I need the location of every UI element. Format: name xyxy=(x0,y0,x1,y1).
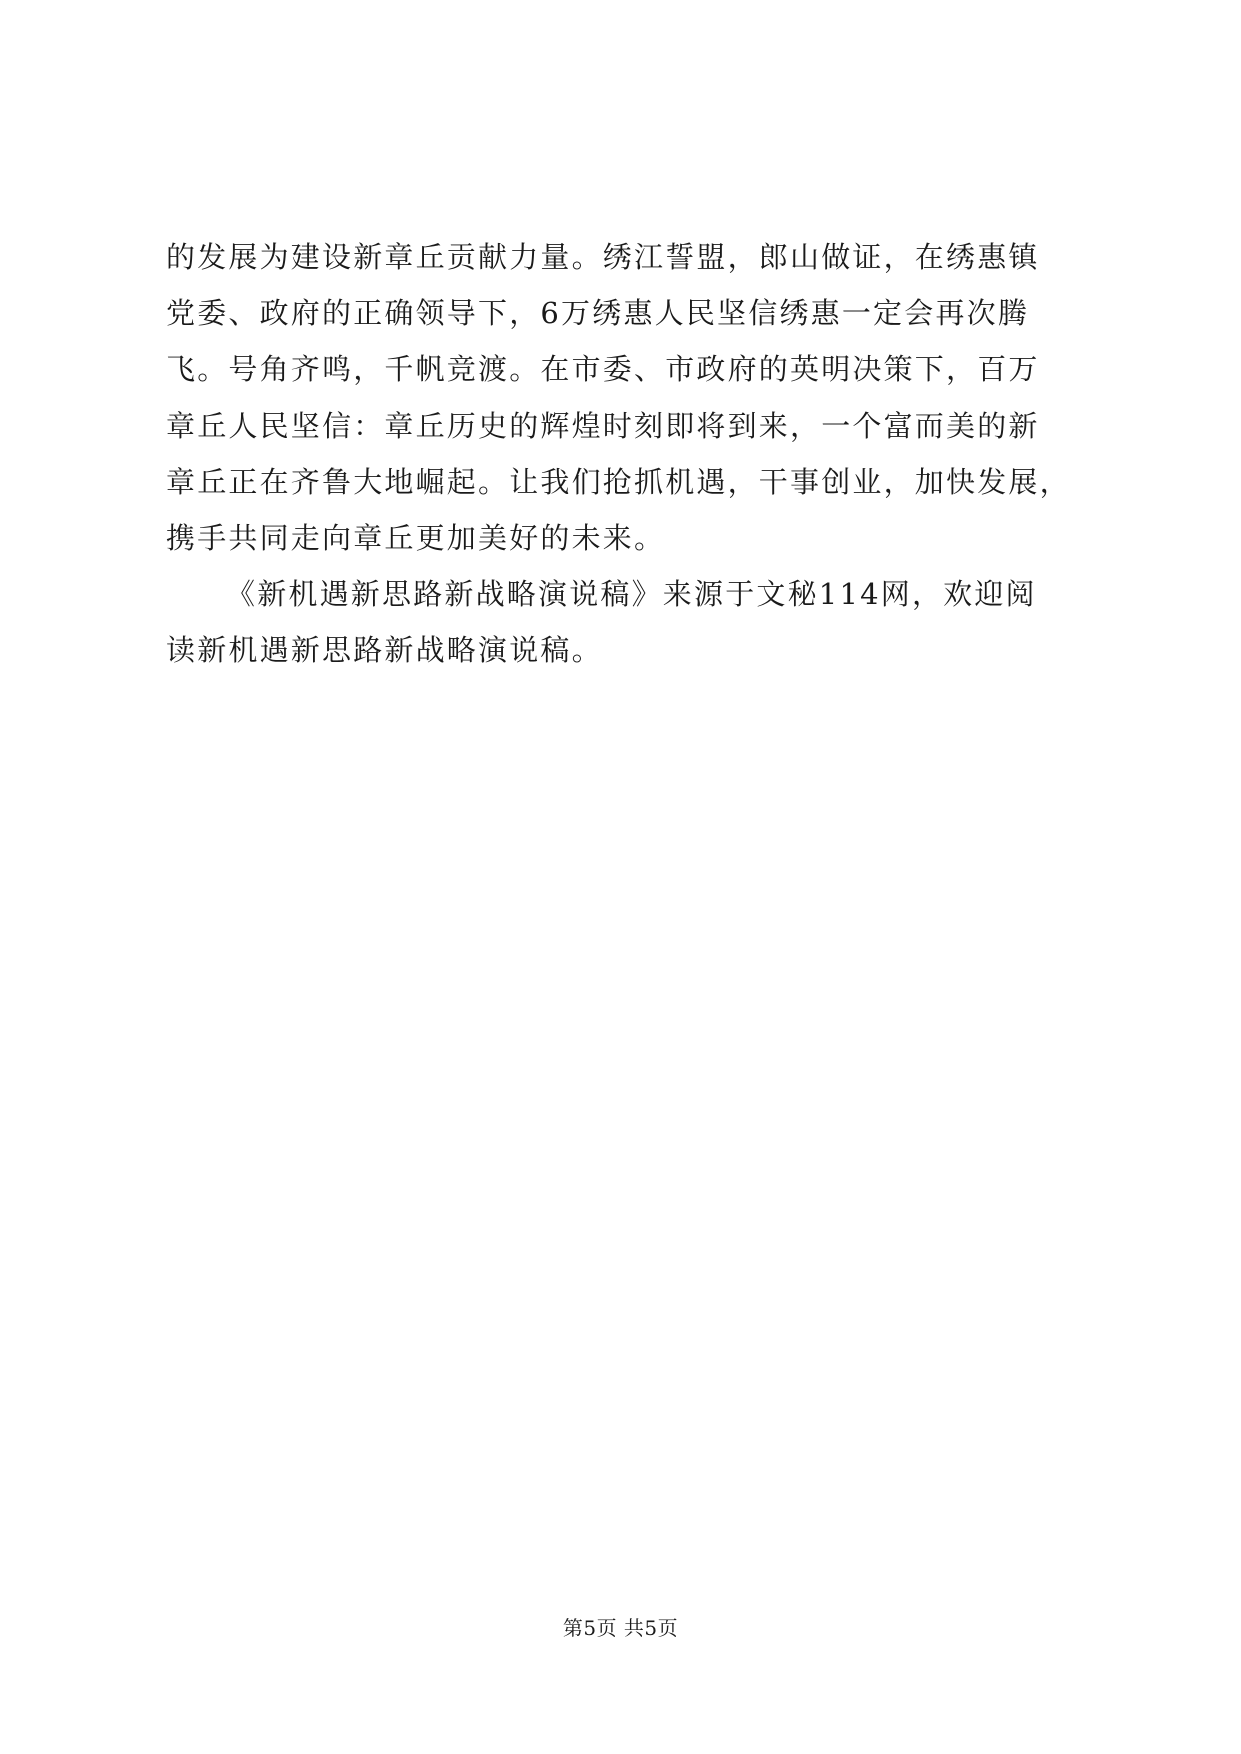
paragraph-line: 的发展为建设新章丘贡献力量。绣江誓盟，郎山做证，在绣惠镇 xyxy=(166,240,1040,274)
paragraph-line: 飞。号角齐鸣，千帆竞渡。在市委、市政府的英明决策下，百万 xyxy=(166,352,1040,387)
paragraph-line: 章丘正在齐鲁大地崛起。让我们抢抓机遇，干事创业，加快发展， xyxy=(166,464,1071,499)
document-body xyxy=(166,229,1076,679)
paragraph-line: 携手共同走向章丘更加美好的未来。 xyxy=(166,521,666,556)
paragraph-line: 《新机遇新思路新战略演说稿》来源于文秘114网，欢迎阅 xyxy=(226,577,1037,612)
paragraph-1 xyxy=(166,229,1076,566)
paragraph-line: 章丘人民坚信：章丘历史的辉煌时刻即将到来，一个富而美的新 xyxy=(166,408,1040,443)
paragraph-2 xyxy=(166,566,1076,678)
paragraph-line: 读新机遇新思路新战略演说稿。 xyxy=(166,633,603,668)
paragraph-line: 党委、政府的正确领导下，6万绣惠人民坚信绣惠一定会再次腾 xyxy=(166,296,1030,331)
page-number-footer: 第5页 共5页 xyxy=(562,1616,679,1640)
